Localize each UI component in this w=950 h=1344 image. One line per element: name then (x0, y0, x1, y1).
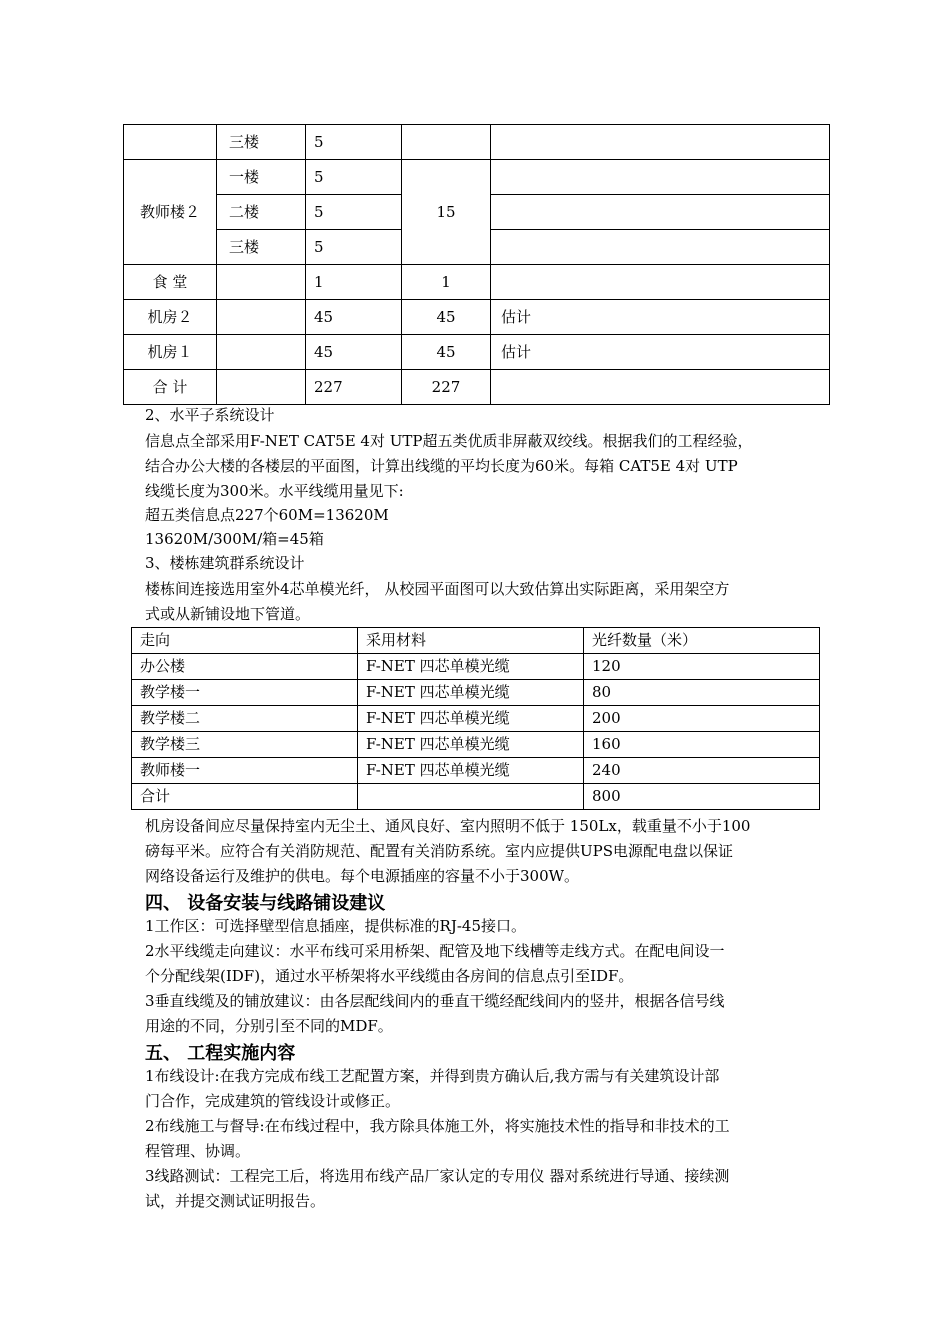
table-cell: 合 计 (124, 370, 217, 405)
table-cell: 办公楼 (132, 654, 358, 680)
table-cell (217, 370, 306, 405)
paragraph-line: 3线路测试：工程完工后，将选用布线产品厂家认定的专用仪 器对系统进行导通、接续测 (145, 1167, 730, 1185)
table-cell: 教师楼一 (132, 758, 358, 784)
table-cell: F-NET 四芯单模光缆 (358, 680, 584, 706)
paragraph-line: 线缆长度为300米。水平线缆用量见下: (145, 482, 404, 500)
table-header-cell: 走向 (132, 628, 358, 654)
table-cell: 5 (306, 160, 402, 195)
section-title: 3、楼栋建筑群系统设计 (145, 554, 305, 572)
table-cell (217, 300, 306, 335)
table-cell: 800 (584, 784, 820, 810)
table-cell: 食 堂 (124, 265, 217, 300)
table-cell (491, 370, 830, 405)
table-cell: 教师楼２ (124, 160, 217, 265)
table-cell (491, 265, 830, 300)
table-cell (491, 160, 830, 195)
table-cell: 教学楼二 (132, 706, 358, 732)
table-cell: F-NET 四芯单模光缆 (358, 732, 584, 758)
table-cell: 120 (584, 654, 820, 680)
table-cell (217, 265, 306, 300)
table-row (124, 265, 830, 300)
table-cell (491, 230, 830, 265)
paragraph-line: 试，并提交测试证明报告。 (145, 1192, 326, 1210)
table-cell: 1 (306, 265, 402, 300)
table-row (132, 758, 820, 784)
table-cell: 三楼 (217, 230, 306, 265)
calc-line: 13620M/300M/箱=45箱 (145, 530, 324, 548)
section-title: 2、水平子系统设计 (145, 406, 275, 424)
table-cell: 227 (402, 370, 491, 405)
table-row (132, 654, 820, 680)
table-row (132, 706, 820, 732)
table-cell: F-NET 四芯单模光缆 (358, 706, 584, 732)
table-cell (358, 784, 584, 810)
table-cell: 200 (584, 706, 820, 732)
paragraph-line: 门合作，完成建筑的管线设计或修正。 (145, 1092, 401, 1110)
table-cell: 合计 (132, 784, 358, 810)
paragraph-line: 2布线施工与督导:在布线过程中，我方除具体施工外，将实施技术性的指导和非技术的工 (145, 1117, 730, 1135)
paragraph-line: 1布线设计:在我方完成布线工艺配置方案，并得到贵方确认后,我方需与有关建筑设计部 (145, 1067, 720, 1085)
table-row (124, 125, 830, 160)
paragraph-line: 式或从新铺设地下管道。 (145, 605, 311, 623)
table-cell: 估计 (491, 300, 830, 335)
table-cell (491, 125, 830, 160)
table-cell: 1 (402, 265, 491, 300)
section-heading: 四、 设备安装与线路铺设建议 (145, 893, 386, 914)
table-row (124, 335, 830, 370)
table-cell (402, 125, 491, 160)
table-cell: 机房１ (124, 335, 217, 370)
table-cell: 一楼 (217, 160, 306, 195)
table-header-cell: 采用材料 (358, 628, 584, 654)
info-points-table (123, 124, 830, 405)
table-row (124, 300, 830, 335)
table-cell (124, 125, 217, 160)
table-row (132, 680, 820, 706)
paragraph-line: 2水平线缆走向建议：水平布线可采用桥架、配管及地下线槽等走线方式。在配电间设一 (145, 942, 725, 960)
table-header-cell: 光纤数量（米） (584, 628, 820, 654)
table-row (124, 370, 830, 405)
table-cell: 估计 (491, 335, 830, 370)
paragraph-line: 用途的不同，分别引至不同的MDF。 (145, 1017, 393, 1035)
table-row (132, 784, 820, 810)
table-cell (491, 195, 830, 230)
table-cell: 227 (306, 370, 402, 405)
paragraph-line: 结合办公大楼的各楼层的平面图，计算出线缆的平均长度为60米。每箱 CAT5E 4对 UTP (145, 457, 738, 475)
table-cell: 三楼 (217, 125, 306, 160)
table-cell: 教学楼三 (132, 732, 358, 758)
paragraph-line: 网络设备运行及维护的供电。每个电源插座的容量不小于300W。 (145, 867, 580, 885)
table-header-row (132, 628, 820, 654)
table-cell: F-NET 四芯单模光缆 (358, 758, 584, 784)
paragraph-line: 磅每平米。应符合有关消防规范、配置有关消防系统。室内应提供UPS电源配电盘以保证 (145, 842, 734, 860)
table-cell: 80 (584, 680, 820, 706)
paragraph-line: 信息点全部采用F-NET CAT5E 4对 UTP超五类优质非屏蔽双绞线。根据我们的工程经验， (145, 432, 753, 450)
paragraph-line: 机房设备间应尽量保持室内无尘土、通风良好、室内照明不低于 150Lx，载重量不小于100 (145, 817, 751, 835)
table-cell: 45 (402, 335, 491, 370)
table-cell: 160 (584, 732, 820, 758)
table-cell: 5 (306, 195, 402, 230)
table-cell: 机房２ (124, 300, 217, 335)
fiber-table (131, 627, 820, 810)
table-cell: 45 (306, 300, 402, 335)
paragraph-line: 个分配线架(IDF)，通过水平桥架将水平线缆由各房间的信息点引至IDF。 (145, 967, 634, 985)
table-row (132, 732, 820, 758)
paragraph-line: 楼栋间连接选用室外4芯单模光纤， 从校园平面图可以大致估算出实际距离，采用架空方 (145, 580, 730, 598)
table-cell: 5 (306, 230, 402, 265)
paragraph-line: 3垂直线缆及的铺放建议：由各层配线间内的垂直干缆经配线间内的竖井，根据各信号线 (145, 992, 725, 1010)
table-cell: 45 (306, 335, 402, 370)
table-cell: 5 (306, 125, 402, 160)
paragraph-line: 程管理、协调。 (145, 1142, 251, 1160)
table-cell: 二楼 (217, 195, 306, 230)
table-row (124, 160, 830, 195)
paragraph-line: 1工作区：可选择壁型信息插座，提供标准的RJ-45接口。 (145, 917, 527, 935)
table-cell: F-NET 四芯单模光缆 (358, 654, 584, 680)
table-cell: 45 (402, 300, 491, 335)
section-heading: 五、 工程实施内容 (145, 1043, 296, 1064)
table-cell: 240 (584, 758, 820, 784)
table-cell: 15 (402, 160, 491, 265)
calc-line: 超五类信息点227个60M=13620M (145, 506, 389, 524)
table-cell (217, 335, 306, 370)
table-cell: 教学楼一 (132, 680, 358, 706)
